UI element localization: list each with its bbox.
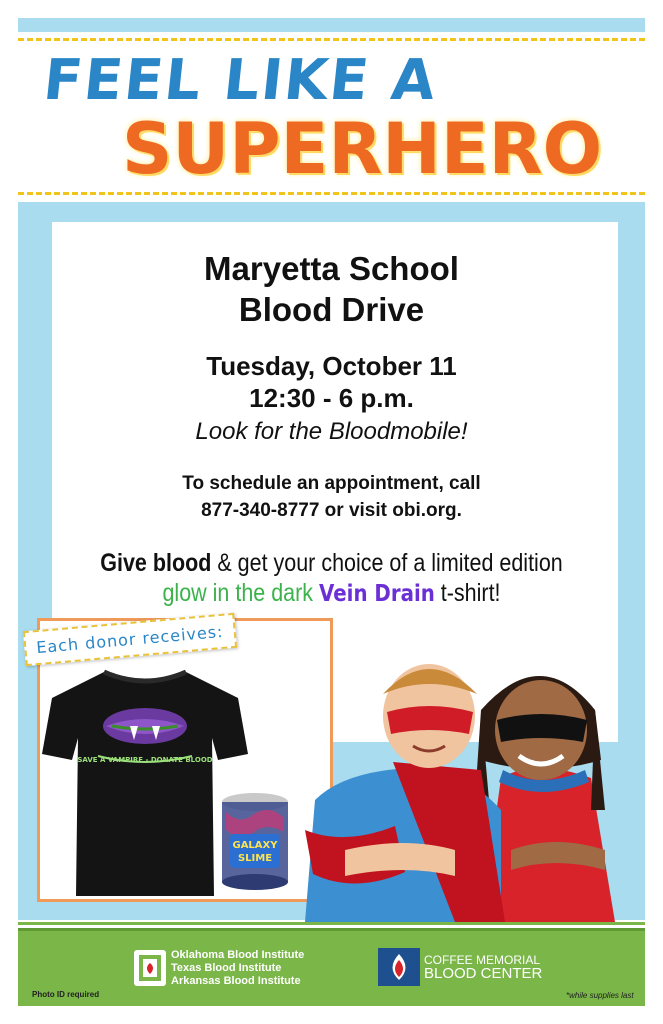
slime-brand: GALAXY [232, 840, 278, 851]
offer-text [46, 548, 616, 609]
superhero-kids-image [305, 650, 650, 922]
give-blood-text: Give blood [100, 549, 212, 577]
event-time: 12:30 - 6 p.m. [249, 383, 414, 413]
obi-line-3: Arkansas Blood Institute [171, 975, 301, 987]
cm-line-2: BLOOD CENTER [424, 965, 543, 982]
vampire-tshirt-image [42, 668, 248, 900]
schedule-line-2: 877-340-8777 or visit obi.org. [201, 500, 462, 521]
header [18, 32, 645, 202]
photo-id-note: Photo ID required [32, 990, 100, 999]
shirt-slogan: SAVE A VAMPIRE - DONATE BLOOD [77, 756, 213, 764]
obi-logo-icon [134, 950, 166, 986]
header-dash-bottom [18, 192, 645, 195]
offer-rest-text: & get your choice of a limited edition [211, 549, 563, 577]
footer [18, 928, 645, 1006]
event-title-line-2: Blood Drive [238, 291, 425, 328]
top-band [18, 18, 645, 32]
tshirt-text: t-shirt! [434, 579, 501, 607]
vein-drain-brand: Vein Drain [319, 581, 435, 607]
schedule-line-1: To schedule an appointment, call [182, 473, 481, 494]
offer-line-1 [46, 548, 616, 578]
coffee-memorial-logo-icon [378, 948, 420, 986]
cm-line-1: COFFEE MEMORIAL [424, 953, 541, 967]
obi-line-1: Oklahoma Blood Institute [171, 949, 305, 961]
slime-name: SLIME [237, 853, 273, 864]
galaxy-slime-image [220, 792, 290, 892]
header-dash-top [18, 38, 645, 41]
headline-line-2: SUPERHERO [122, 108, 603, 190]
prize-label: Each donor receives: [23, 613, 237, 666]
footer-top-line [18, 922, 645, 925]
event-datetime [0, 350, 663, 414]
obi-line-2: Texas Blood Institute [171, 962, 282, 974]
coffee-memorial-name-block [424, 953, 542, 981]
offer-line-2 [46, 578, 616, 609]
supplies-note: *while supplies last [566, 991, 634, 1000]
event-title [0, 248, 663, 330]
bloodmobile-note: Look for the Bloodmobile! [195, 418, 468, 445]
obi-name-block [171, 949, 304, 988]
headline-line-1: FEEL LIKE A [40, 48, 441, 113]
event-date: Tuesday, October 11 [206, 351, 457, 381]
schedule-info [0, 470, 663, 524]
event-title-line-1: Maryetta School [204, 250, 459, 287]
glow-text: glow in the dark [162, 579, 314, 607]
